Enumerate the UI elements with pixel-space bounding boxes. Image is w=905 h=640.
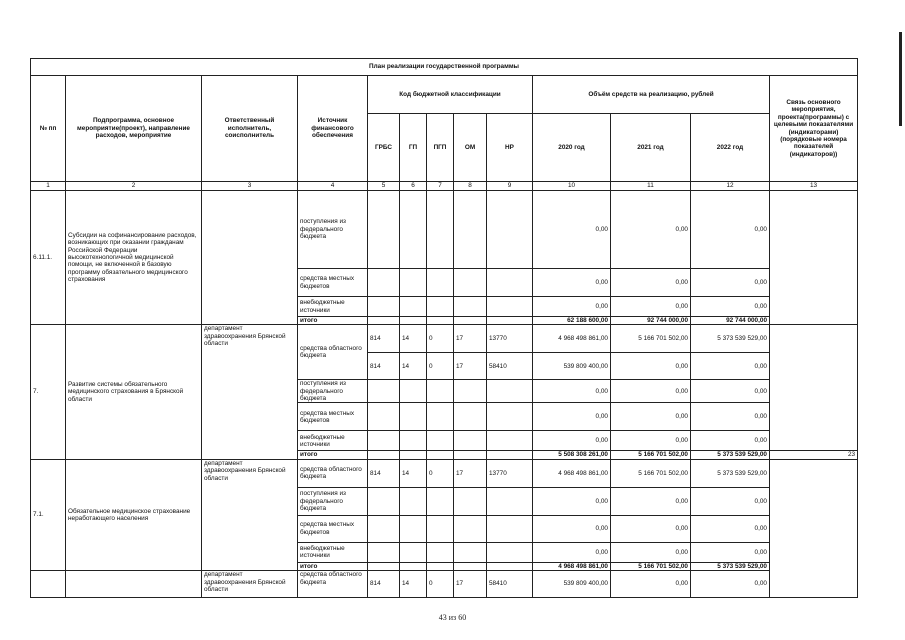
total-label: итого (298, 451, 368, 459)
value-2021: 0,00 (611, 542, 691, 562)
value-2022: 0,00 (691, 515, 770, 542)
value-2022: 0,00 (691, 431, 770, 451)
total-2020: 62 188 600,00 (533, 317, 611, 325)
value-2020: 4 968 498 861,00 (533, 325, 611, 353)
value-2020: 539 809 400,00 (533, 353, 611, 380)
header-budget-code: Код бюджетной классификации (368, 76, 533, 114)
np-cell: 13770 (487, 325, 533, 353)
value-2021: 5 166 701 502,00 (611, 325, 691, 353)
header-2020: 2020 год (533, 114, 611, 182)
value-2022: 0,00 (691, 403, 770, 431)
page-number: 43 из 60 (438, 613, 467, 622)
responsible-cell: департамент здравоохранения Брянской области (202, 459, 298, 570)
source-cell: поступления из федерального бюджета (298, 191, 368, 269)
value-2020: 0,00 (533, 191, 611, 269)
value-2022: 0,00 (691, 297, 770, 317)
np-cell: 13770 (487, 459, 533, 487)
total-label: итого (298, 317, 368, 325)
value-2021: 0,00 (611, 571, 691, 598)
np-cell: 58410 (487, 571, 533, 598)
table-row (31, 571, 858, 598)
value-2022: 5 373 539 529,00 (691, 459, 770, 487)
pgp-cell: 0 (427, 353, 454, 380)
value-2021: 0,00 (611, 353, 691, 380)
column-number: 1 (31, 182, 66, 191)
header-source: Источник финансового обеспечения (298, 76, 368, 182)
value-2021: 0,00 (611, 403, 691, 431)
table-title: План реализации государственной программы (31, 59, 858, 76)
column-number: 9 (487, 182, 533, 191)
header-pgp: ПГП (427, 114, 454, 182)
pgp-cell: 0 (427, 571, 454, 598)
column-number: 12 (691, 182, 770, 191)
header-num: № пп (31, 76, 66, 182)
row-number: 7. (31, 325, 66, 459)
column-number: 8 (454, 182, 487, 191)
pgp-cell: 0 (427, 459, 454, 487)
source-cell: средства местных бюджетов (298, 403, 368, 431)
link-cell (770, 191, 858, 325)
responsible-cell (202, 191, 298, 325)
grbs-cell: 814 (368, 325, 400, 353)
source-cell: средства областного бюджета (298, 459, 368, 487)
row-title: Развитие системы обязательного медицинского страхования в Брянской области (66, 325, 202, 459)
row-title: Субсидии на софинансирование расходов, возникающих при оказании гражданам Российской Федерации высокотехнологичной медицинской помощи, не включенной в базовую программу обязательного медицинского страхования (66, 191, 202, 325)
column-number: 6 (400, 182, 427, 191)
total-2022: 5 373 539 529,00 (691, 562, 770, 570)
header-responsible: Ответственный исполнитель, соисполнитель (202, 76, 298, 182)
value-2021: 0,00 (611, 431, 691, 451)
value-2022: 0,00 (691, 571, 770, 598)
table-row (31, 325, 858, 353)
grbs-cell: 814 (368, 571, 400, 598)
value-2020: 0,00 (533, 515, 611, 542)
column-number: 2 (66, 182, 202, 191)
value-2021: 0,00 (611, 380, 691, 403)
value-2021: 0,00 (611, 269, 691, 297)
column-number: 5 (368, 182, 400, 191)
source-cell: внебюджетные источники (298, 297, 368, 317)
value-2020: 0,00 (533, 487, 611, 515)
value-2020: 4 968 498 861,00 (533, 459, 611, 487)
gp-cell: 14 (400, 459, 427, 487)
header-link: Связь основного мероприятия, проекта(программы) с целевыми показателями (индикаторами) (порядковые номера показателей (индикаторов)) (770, 76, 858, 182)
responsible-cell: департамент здравоохранения Брянской области (202, 325, 298, 459)
indicator-link: 23 (770, 451, 858, 459)
pgp-cell: 0 (427, 325, 454, 353)
value-2021: 0,00 (611, 191, 691, 269)
column-number: 3 (202, 182, 298, 191)
om-cell: 17 (454, 325, 487, 353)
header-subprogram: Подпрограмма, основное мероприятие(проект), направление расходов, мероприятие (66, 76, 202, 182)
header-np: НР (487, 114, 533, 182)
source-cell: внебюджетные источники (298, 431, 368, 451)
header-2022: 2022 год (691, 114, 770, 182)
value-2021: 0,00 (611, 487, 691, 515)
implementation-plan-table (30, 58, 858, 598)
value-2022: 0,00 (691, 353, 770, 380)
table-row (31, 191, 858, 269)
om-cell: 17 (454, 459, 487, 487)
value-2020: 539 809 400,00 (533, 571, 611, 598)
total-label: итого (298, 562, 368, 570)
source-cell: внебюджетные источники (298, 542, 368, 562)
total-2020: 5 508 308 261,00 (533, 451, 611, 459)
total-2022: 5 373 539 529,00 (691, 451, 770, 459)
grbs-cell: 814 (368, 353, 400, 380)
responsible-cell: департамент здравоохранения Брянской области (202, 571, 298, 598)
link-cell (770, 325, 858, 451)
value-2022: 0,00 (691, 487, 770, 515)
total-2021: 5 166 701 502,00 (611, 562, 691, 570)
gp-cell: 14 (400, 325, 427, 353)
value-2020: 0,00 (533, 269, 611, 297)
column-number: 11 (611, 182, 691, 191)
row-number: 6.11.1. (31, 191, 66, 325)
source-cell: поступления из федерального бюджета (298, 380, 368, 403)
value-2022: 0,00 (691, 269, 770, 297)
value-2020: 0,00 (533, 380, 611, 403)
total-2021: 5 166 701 502,00 (611, 451, 691, 459)
value-2020: 0,00 (533, 403, 611, 431)
column-number: 7 (427, 182, 454, 191)
row-title: Обязательное медицинское страхование неработающего населения (66, 459, 202, 570)
header-om: ОМ (454, 114, 487, 182)
source-cell: поступления из федерального бюджета (298, 487, 368, 515)
total-2021: 92 744 000,00 (611, 317, 691, 325)
header-amount: Объём средств на реализацию, рублей (533, 76, 770, 114)
source-cell: средства областного бюджета (298, 571, 368, 598)
value-2022: 0,00 (691, 191, 770, 269)
om-cell: 17 (454, 571, 487, 598)
header-grbs: ГРБС (368, 114, 400, 182)
column-number: 4 (298, 182, 368, 191)
value-2022: 0,00 (691, 380, 770, 403)
value-2022: 5 373 539 529,00 (691, 325, 770, 353)
link-cell (770, 459, 858, 597)
column-number: 13 (770, 182, 858, 191)
source-cell: средства местных бюджетов (298, 515, 368, 542)
header-2021: 2021 год (611, 114, 691, 182)
total-2022: 92 744 000,00 (691, 317, 770, 325)
value-2020: 0,00 (533, 297, 611, 317)
gp-cell: 14 (400, 571, 427, 598)
row-number: 7.1. (31, 459, 66, 570)
value-2022: 0,00 (691, 542, 770, 562)
column-number: 10 (533, 182, 611, 191)
header-gp: ГП (400, 114, 427, 182)
total-2020: 4 968 498 861,00 (533, 562, 611, 570)
value-2021: 5 166 701 502,00 (611, 459, 691, 487)
source-cell: средства местных бюджетов (298, 269, 368, 297)
source-cell: средства областного бюджета (298, 325, 368, 380)
value-2021: 0,00 (611, 297, 691, 317)
grbs-cell: 814 (368, 459, 400, 487)
value-2020: 0,00 (533, 542, 611, 562)
om-cell: 17 (454, 353, 487, 380)
value-2020: 0,00 (533, 431, 611, 451)
value-2021: 0,00 (611, 515, 691, 542)
gp-cell: 14 (400, 353, 427, 380)
table-row (31, 459, 858, 487)
scan-margin-mark (899, 32, 902, 126)
np-cell: 58410 (487, 353, 533, 380)
